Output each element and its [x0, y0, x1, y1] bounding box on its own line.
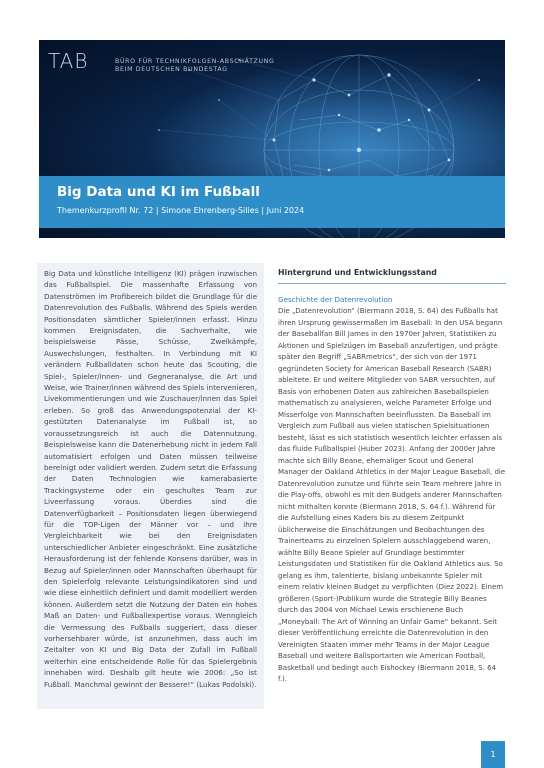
summary-box — [37, 263, 264, 709]
document-subtitle: Themenkurzprofil Nr. 72 | Simone Ehrenberg-Silies | Juni 2024 — [57, 206, 305, 215]
document-title: Big Data und KI im Fußball — [57, 184, 260, 200]
svg-text:TAB: TAB — [48, 50, 89, 72]
subsection-heading: Geschichte der Datenrevolution — [278, 295, 393, 304]
tab-logo — [48, 50, 108, 72]
page-number: 1 — [490, 750, 496, 759]
summary-text: Big Data und künstliche Intelligenz (KI) prägen inzwischen das Fußballspiel. Die massenhafte Erfassung von Datenströmen im Profibereich bildet die Grundlage für die Datenrevolution des Fußballs. Während des Spiels werden Positionsdaten sämtlicher Spieler/innen erfasst. Hinzu kommen Ereignisdaten, die Sachverhalte, wie beispielsweise Pässe, Schüsse, Zweikämpfe, Auswechslungen, festhalten. In Verbindung mit KI verändern Fußballdaten schon heute das Scouting, die Spiel-, Spieler/innen- und Gegneranalyse, die Art und Weise, wie Trainer/innen während des Spiels intervenieren, Livekommentierungen und wie Zuschauer/innen das Spiel erleben. So groß das Anwendungspotenzial der KI-gestützten Datenanalyse im Fußball ist, so voraussetzungsreich ist auch die Datennutzung. Beispielsweise kann die Datenerhebung nicht in jedem Fall automatisiert erfolgen und Daten müssen teilweise bereinigt oder validiert werden. Zudem setzt die Erfassung der Daten Technologien wie kamerabasierte Trackingsysteme oder ein geschultes Team zur Liveerfassung voraus. Überdies sind die Datenverfügbarkeit – Positionsdaten liegen überwiegend für die TOP-Ligen der Männer vor – und ihre Vergleichbarkeit wie bei den Ereignisdaten unterschiedlicher Anbieter eingeschränkt. Eine zusätzliche Herausforderung ist der fehlende Konsens darüber, was in Bezug auf Spieler/innen oder Mannschaften überhaupt für den Spielerfolg relevante Leistungsindikatoren sind und wie diese einheitlich definiert und damit modelliert werden können. Außerdem setzt die Nutzung der Daten ein hohes Maß an Daten- und Fußballexpertise voraus. Wenngleich die Vermessung des Fußballs suggeriert, dass dieser vorhersehbarer würde, ist anzunehmen, dass auch im Zeitalter von KI und Big Data der Zufall im Fußball weiterhin eine entscheidende Rolle für das Spielergebnis innehaben wird. Deshalb gilt heute wie 2006: „So ist Fußball. Manchmal gewinnt der Bessere!“ (Lukas Podolski). — [44, 269, 257, 689]
body-text: Die „Datenrevolution“ (Biermann 2018, S. 64) des Fußballs hat ihren Ursprung gewissermaßen im Baseball: In den USA begann der Baseballfan Bill James in den 1970er Jahren, Statistiken zu Aktionen und Spielzügen im Baseball anzufertigen, und prägte später den Begriff „SABRmetrics“, der sich von der 1971 gegründeten Society for American Baseball Research (SABR) ableitete. Er und weitere Mitglieder von SABR versuchten, auf Basis von erhobenen Daten aus zahlreichen Baseballspielen mathematisch zu analysieren, welche Parameter Erfolge und Misserfolge von Mannschaften beeinflussten. Da Baseball im Vergleich zum Fußball aus vielen statischen Spielsituationen besteht, lässt es sich statistisch wesentlich leichter erfassen als das fluide Fußballspiel (Huber 2023). Anfang der 2000er Jahre machte sich Billy Beane, ehemaliger Scout und General Manager der Oakland Athletics in der Major League Baseball, die Datenrevolution zunutze und führte sein Team mehrere Jahre in die Play-offs, obwohl es mit den Budgets anderer Mannschaften nicht mithalten konnte (Biermann 2018, S. 64 f.). Während für die Aufstellung eines Kaders bis zu diesem Zeitpunkt üblicherweise die Einschätzungen und Beobachtungen des Trainerteams zu einzelnen Spielern ausschlaggebend waren, wählte Billy Beane Spieler auf Grundlage bestimmter Leistungsdaten und Statistiken für die Oakland Athletics aus. So gelang es ihm, talentierte, bislang unbekannte Spieler mit einem relativ kleinen Budget zu verpflichten (Diez 2022). Einem größeren (Sport-)Publikum wurde die Strategie Billy Beanes durch das 2004 von Michael Lewis erschienene Buch „Moneyball: The Art of Winning an Unfair Game“ bekannt. Seit dieser Veröffentlichung erreichte die Datenrevolution in den Vereinigten Staaten immer mehr Teams in der Major League Baseball und weitere Ballsportarten wie American Football, Basketball und bedingt auch Eishockey (Biermann 2018, S. 64 f.). — [278, 307, 506, 683]
section-heading: Hintergrund und Entwicklungsstand — [278, 263, 506, 284]
main-column — [278, 263, 506, 686]
institution-tagline — [115, 58, 275, 74]
tagline-line-2: BEIM DEUTSCHEN BUNDESTAG — [115, 66, 228, 73]
tagline-line-1: BÜRO FÜR TECHNIKFOLGEN-ABSCHÄTZUNG — [115, 58, 275, 65]
